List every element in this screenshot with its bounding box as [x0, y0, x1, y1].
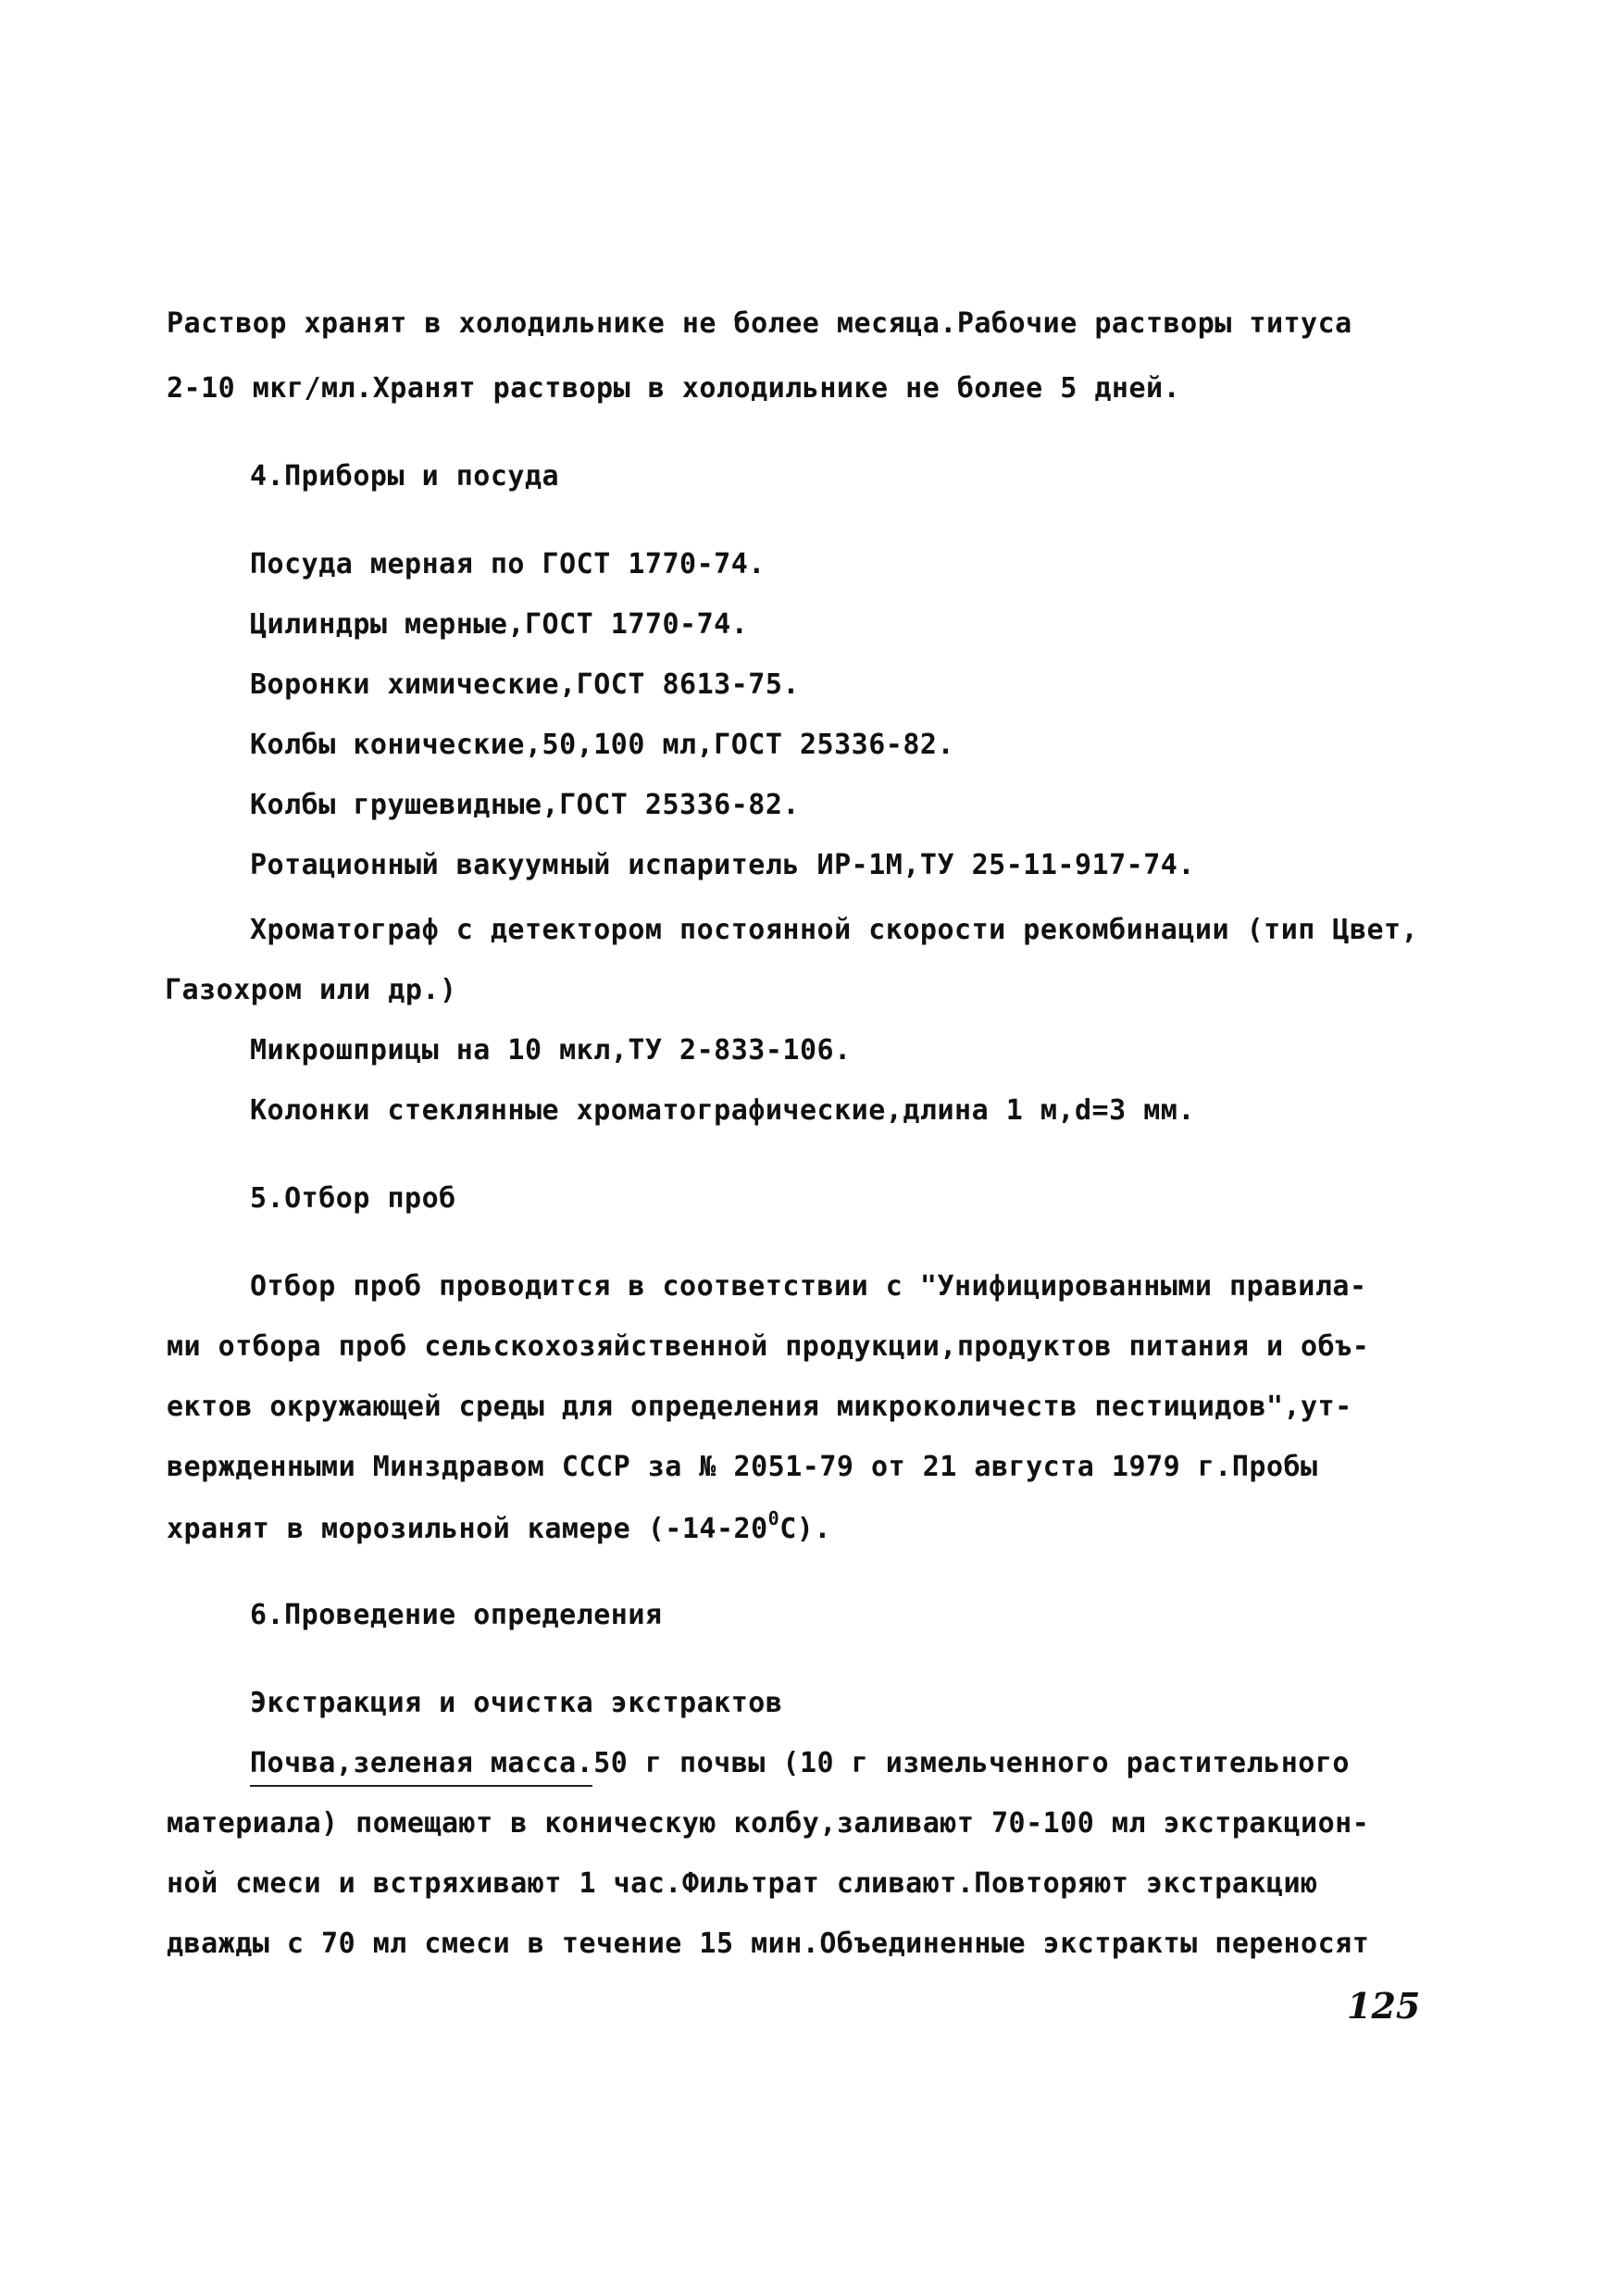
list-item: Воронки химические,ГОСТ 8613-75.: [250, 668, 800, 701]
paragraph-line: дважды с 70 мл смеси в течение 15 мин.Объединенные экстракты переносят: [167, 1928, 1370, 1960]
list-item: Ротационный вакуумный испаритель ИР-1М,ТУ 25-11-917-74.: [250, 849, 1195, 881]
text-segment: хранят в морозильной камере (-14-20: [167, 1513, 768, 1545]
subheading: Экстракция и очистка экстрактов: [250, 1687, 783, 1719]
paragraph-line: 2-10 мкг/мл.Хранят растворы в холодильнике не более 5 дней.: [167, 372, 1181, 405]
list-item: Посуда мерная по ГОСТ 1770-74.: [250, 548, 766, 580]
list-item-continuation: Газохром или др.): [165, 974, 457, 1006]
paragraph-line: ектов окружающей среды для определения микроколичеств пестицидов",ут-: [167, 1391, 1352, 1423]
section-heading-4: 4.Приборы и посуда: [250, 460, 560, 493]
paragraph-line: Почва,зеленая масса.50 г почвы (10 г измельченного растительного: [250, 1747, 1350, 1779]
paragraph-line: ной смеси и встряхивают 1 час.Фильтрат сливают.Повторяют экстракцию: [167, 1867, 1318, 1900]
underline-rule: [250, 1785, 592, 1787]
list-item: Колонки стеклянные хроматографические,длина 1 м,d=3 мм.: [250, 1094, 1195, 1127]
list-item: Колбы конические,50,100 мл,ГОСТ 25336-82.: [250, 729, 955, 761]
paragraph-line: вержденными Минздравом СССР за № 2051-79 от 21 августа 1979 г.Пробы: [167, 1451, 1318, 1483]
list-item: Цилиндры мерные,ГОСТ 1770-74.: [250, 608, 749, 641]
paragraph-line: ми отбора проб сельскохозяйственной продукции,продуктов питания и объ-: [167, 1330, 1370, 1363]
list-item: Колбы грушевидные,ГОСТ 25336-82.: [250, 789, 800, 821]
paragraph-line: [167, 1507, 831, 1548]
list-item: Микрошприцы на 10 мкл,ТУ 2-833-106.: [250, 1034, 852, 1067]
paragraph-line: Отбор проб проводится в соответствии с "Унифицированными правила-: [250, 1270, 1367, 1303]
page-number: 125: [1347, 1985, 1421, 2027]
list-item: Хроматограф с детектором постоянной скорости рекомбинации (тип Цвет,: [250, 914, 1419, 946]
section-heading-5: 5.Отбор проб: [250, 1182, 456, 1215]
text-segment: С).: [779, 1513, 831, 1545]
paragraph-line: Раствор хранят в холодильнике не более месяца.Рабочие растворы титуса: [167, 307, 1352, 340]
paragraph-line: материала) помещают в коническую колбу,заливают 70-100 мл экстракцион-: [167, 1807, 1370, 1840]
degree-superscript: 0: [767, 1507, 780, 1529]
section-heading-6: 6.Проведение определения: [250, 1599, 663, 1631]
